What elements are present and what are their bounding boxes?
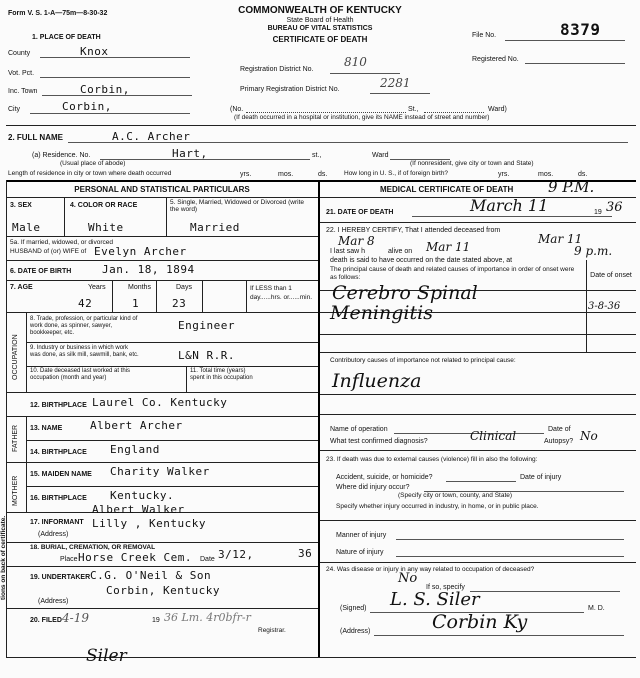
- date-onset-label: Date of onset: [590, 272, 632, 279]
- certificate-title: CERTIFICATE OF DEATH: [272, 35, 368, 44]
- burial-year-value: 36: [298, 547, 313, 560]
- occ10-label: 10. Date deceased last worked at this occupation (month and year): [30, 368, 131, 381]
- sex-value: Male: [12, 221, 41, 234]
- disease-answer: No: [398, 571, 418, 586]
- undertaker-value: C.G. O'Neil & Son: [90, 569, 212, 582]
- place-of-death-label: 1. PLACE OF DEATH: [32, 34, 101, 41]
- nature-label: Nature of injury: [336, 549, 384, 556]
- hospital-note: (If death occurred in a hospital or institution, give its NAME instead of street and number): [234, 114, 490, 121]
- form-number: Form V. S. 1-A—75m—8-30-32: [8, 10, 108, 17]
- sex-label: 3. SEX: [10, 202, 32, 209]
- how-long-mos: mos.: [538, 171, 554, 178]
- if-less-label: If LESS than 1 day......hrs. or......min.: [250, 285, 313, 301]
- date-of-death-value: March 11: [470, 196, 549, 215]
- mother-maiden-label: 15. MAIDEN NAME: [30, 471, 92, 478]
- county-label: County: [8, 50, 31, 57]
- usual-abode-label: (Usual place of abode): [60, 160, 126, 167]
- where-injury-label: Where did injury occur?: [336, 484, 410, 491]
- occ11-label: 11. Total time (years) spent in this occupation: [190, 368, 253, 381]
- birthplace-label: 12. BIRTHPLACE: [30, 402, 87, 409]
- time-hand: 9 P.M.: [548, 178, 595, 196]
- death-occurred-label: death is said to have occurred on the date stated above, at: [330, 257, 513, 264]
- color-label: 4. COLOR OR RACE: [70, 202, 138, 209]
- age-label: 7. AGE: [10, 284, 33, 291]
- length-residence-label: Length of residence in city or town where death occurred: [8, 170, 172, 177]
- last-saw-label: I last saw h: [330, 248, 366, 255]
- birthplace-value: Laurel Co. Kentucky: [92, 396, 228, 409]
- age-years-value: 42: [78, 297, 93, 310]
- county-value: Knox: [80, 45, 109, 58]
- street-no-label: (No.: [230, 106, 244, 113]
- dob-value: Jan. 18, 1894: [102, 263, 195, 276]
- color-value: White: [88, 221, 124, 234]
- street-label: St.,: [408, 106, 419, 113]
- onset-date: 3-8-36: [588, 301, 621, 312]
- how-long-label: How long in U. S., if of foreign birth?: [344, 170, 449, 177]
- filed-label: 20. FILED: [30, 617, 62, 624]
- occ8-label: 8. Trade, profession, or particular kind of work done, as spinner, sawyer, bookkeeper, etc.: [30, 316, 138, 336]
- dob-label: 6. DATE OF BIRTH: [10, 268, 72, 275]
- burial-place-label: Place: [60, 556, 78, 563]
- bottom-signature: Siler: [86, 646, 127, 666]
- date-of-label: Date of: [548, 426, 571, 433]
- medical-section-title: MEDICAL CERTIFICATE OF DEATH: [380, 185, 514, 194]
- residence-st-label: st.,: [312, 152, 322, 159]
- external-label: 23. If death was due to external causes (violence) fill in also the following:: [326, 456, 538, 463]
- residence-value: Hart,: [172, 147, 208, 160]
- manner-label: Manner of injury: [336, 532, 387, 539]
- marital-label: 5. Single, Married, Widowed or Divorced (write the word): [170, 199, 305, 213]
- how-long-yrs: yrs.: [498, 171, 510, 178]
- accident-label: Accident, suicide, or homicide?: [336, 474, 433, 481]
- primary-reg-value: 2281: [380, 76, 411, 90]
- age-months-value: 1: [132, 297, 140, 310]
- burial-date-label: Date: [200, 556, 215, 563]
- marital-value: Married: [190, 221, 240, 234]
- md-label: M. D.: [588, 605, 605, 612]
- full-name-label: 2. FULL NAME: [8, 133, 63, 142]
- certify-label: 22. I HEREBY CERTIFY, That I attended deceased from: [326, 227, 501, 234]
- occupation-side-label: OCCUPATION: [12, 334, 19, 380]
- residence-ward-label: Ward: [372, 152, 389, 159]
- date-injury-label: Date of injury: [520, 474, 562, 481]
- father-side-label: FATHER: [12, 424, 19, 452]
- file-no-label: File No.: [472, 32, 497, 39]
- how-long-ds: ds.: [578, 171, 588, 178]
- principal-label: The principal cause of death and related causes of importance in order of onset were as follows:: [330, 266, 575, 281]
- attended-from: Mar 8: [338, 234, 375, 248]
- full-name-value: A.C. Archer: [112, 130, 191, 143]
- cause-1: Cerebro Spinal: [332, 282, 478, 304]
- spouse-label-2: HUSBAND of (or) WIFE of: [10, 248, 87, 255]
- age-days-label: Days: [176, 284, 192, 291]
- filed-hand-value: 4-19: [62, 611, 89, 625]
- age-days-value: 23: [172, 297, 187, 310]
- if-so-label: If so, specify: [426, 584, 465, 591]
- mother-maiden-value: Charity Walker: [110, 465, 210, 478]
- age-months-label: Months: [128, 284, 151, 291]
- spouse-value: Evelyn Archer: [94, 245, 187, 258]
- ward-label: Ward): [488, 106, 507, 113]
- spouse-label-1: 5a. If married, widowed, or divorced: [10, 239, 113, 246]
- burial-date-value: 3/12,: [218, 548, 254, 561]
- nonresident-note: (If nonresident, give city or town and State): [410, 160, 534, 167]
- attended-to: Mar 11: [538, 232, 583, 246]
- filed-hand-value-2: 36 Lm. 4r0bfr-r: [164, 611, 251, 624]
- inc-town-label: Inc. Town: [8, 88, 38, 95]
- date-of-death-label: 21. DATE OF DEATH: [326, 209, 394, 216]
- industry-label: Specify whether injury occurred in industry, in home, or in public place.: [336, 503, 539, 510]
- mother-birthplace-value: Kentucky.: [110, 489, 175, 502]
- commonwealth-title: COMMONWEALTH OF KENTUCKY: [238, 5, 402, 16]
- informant-address-value: Lilly , Kentucky: [92, 517, 206, 530]
- autopsy-value: No: [580, 429, 598, 443]
- primary-reg-label: Primary Registration District No.: [240, 86, 340, 93]
- cause-2: Meningitis: [330, 302, 433, 324]
- registered-no-label: Registered No.: [472, 56, 519, 63]
- residence-label: (a) Residence. No.: [32, 152, 91, 159]
- undertaker-address-label: (Address): [38, 598, 69, 605]
- informant-value: Albert Walker: [92, 503, 185, 516]
- city-label: City: [8, 106, 21, 113]
- medical-address-label: (Address): [340, 628, 371, 635]
- contributory-value: Influenza: [332, 370, 422, 392]
- signed-value: L. S. Siler: [390, 589, 480, 610]
- father-name-label: 13. NAME: [30, 425, 63, 432]
- age-years-label: Years: [88, 284, 106, 291]
- undertaker-address-value: Corbin, Kentucky: [106, 584, 220, 597]
- mother-birthplace-label: 16. BIRTHPLACE: [30, 495, 87, 502]
- autopsy-label: Autopsy?: [544, 438, 574, 445]
- death-year-value: 36: [606, 200, 623, 215]
- disease-label: 24. Was disease or injury in any way related to occupation of deceased?: [326, 566, 535, 573]
- operation-label: Name of operation: [330, 426, 388, 433]
- contributory-label: Contributory causes of importance not related to principal cause:: [330, 357, 516, 364]
- father-birthplace-label: 14. BIRTHPLACE: [30, 449, 87, 456]
- last-saw-alive: alive on: [388, 248, 413, 255]
- specify-label: (Specify city or town, county, and State): [398, 492, 513, 499]
- death-year-19: 19: [594, 209, 602, 216]
- registrar-label: Registrar.: [258, 627, 286, 634]
- reg-district-label: Registration District No.: [240, 66, 314, 73]
- undertaker-label: 19. UNDERTAKER: [30, 574, 91, 581]
- burial-label: 18. BURIAL, CREMATION, OR REMOVAL: [30, 544, 156, 551]
- city-value: Corbin,: [62, 100, 112, 113]
- length-ds: ds.: [318, 171, 328, 178]
- test-value: Clinical: [470, 429, 517, 443]
- burial-place-value: Horse Creek Cem.: [78, 551, 192, 564]
- last-saw-date: Mar 11: [426, 240, 471, 254]
- inc-town-value: Corbin,: [80, 83, 130, 96]
- informant-address-label: (Address): [38, 531, 69, 538]
- informant-label: 17. INFORMANT: [30, 519, 84, 526]
- occ9-value: L&N R.R.: [178, 349, 235, 362]
- occ9-label: 9. Industry or business in which work was done, as silk mill, sawmill, bank, etc.: [30, 345, 139, 358]
- death-time: 9 p.m.: [574, 244, 613, 258]
- mother-side-label: MOTHER: [12, 475, 19, 506]
- side-note: tions on back of certificate.: [0, 515, 7, 600]
- length-yrs: yrs.: [240, 171, 252, 178]
- board-name: State Board of Health: [286, 17, 354, 24]
- test-label: What test confirmed diagnosis?: [330, 438, 428, 445]
- occ8-value: Engineer: [178, 319, 235, 332]
- father-name-value: Albert Archer: [90, 419, 183, 432]
- reg-district-value: 810: [344, 55, 367, 69]
- length-mos: mos.: [278, 171, 294, 178]
- file-number: 8379: [560, 20, 601, 39]
- filed-19: 19: [152, 617, 160, 624]
- signed-label: (Signed): [340, 605, 367, 612]
- father-birthplace-value: England: [110, 443, 160, 456]
- vot-pct-label: Vot. Pct.: [8, 70, 35, 77]
- personal-section-title: PERSONAL AND STATISTICAL PARTICULARS: [74, 185, 250, 194]
- bureau-name: BUREAU OF VITAL STATISTICS: [267, 25, 373, 32]
- medical-address-value: Corbin Ky: [432, 611, 528, 633]
